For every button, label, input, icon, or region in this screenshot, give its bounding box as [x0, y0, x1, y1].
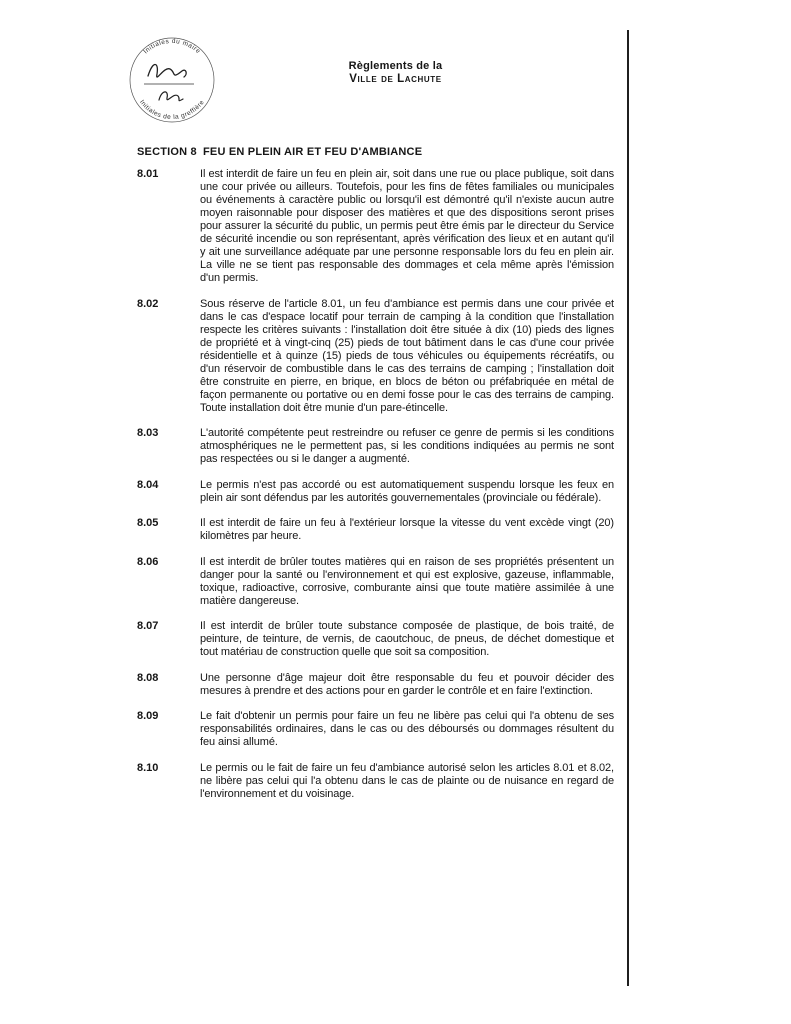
article-text: Il est interdit de faire un feu en plein air, soit dans une rue ou place publique, soit dans une cour privée ou ailleurs. Toutefois, pour les fins de fêtes familiales ou municipales ou événements à caractère public ou lorsqu'il est démontré qu'il n'existe aucun autre moyen raisonnable pour disposer des matières et que des dispositions seront prises pour assurer la sécurité du public, un permis peut être émis par le directeur du Service de sécurité incendie ou son représentant, après vérification des lieux et en autant qu'il y ait une surveillance adéquate par une personne responsable lors du feu en plein air. La ville ne se tient pas responsable des dommages et cela même après l'émission d'un permis.	[200, 168, 614, 284]
article-row	[137, 710, 614, 749]
article-row	[137, 517, 614, 543]
article-number: 8.08	[137, 671, 159, 684]
article-text: Sous réserve de l'article 8.01, un feu d'ambiance est permis dans une cour privée et dans le cas d'espace locatif pour terrain de camping à la condition que l'installation respecte les critères suivants : l'installation doit être située à dix (10) pieds des lignes de propriété et à vingt-cinq (25) pieds de tout bâtiment dans le cas d'une cour privée résidentielle et à quinze (15) pieds de tous véhicules ou équipements récréatifs, ou d'un réservoir de combustible dans le cas des terrains de camping ; l'installation doit être construite en pierre, en brique, en blocs de béton ou préfabriquée en métal de façon permanente ou portative ou en demi fosse pour le cas des terrains de camping. Toute installation doit être munie d'un pare-étincelle.	[200, 297, 614, 414]
signature-clerk-initials	[159, 92, 183, 101]
article-text: Il est interdit de brûler toutes matières qui en raison de ses propriétés présentent un danger pour la santé ou l'environnement et qui est explosive, gazeuse, inflammable, toxique, radioactive, corrosive, comburante ainsi que toute matière assimilée à une matière dangereuse.	[200, 555, 614, 607]
article-row	[137, 298, 614, 415]
article-text: Il est interdit de brûler toute substance composée de plastique, de bois traité, de peinture, de teinture, de vernis, de caoutchouc, de pneus, de déchet domestique et tout matériau de construction quelle que soit sa composition.	[200, 620, 614, 658]
scan-border-line	[627, 30, 629, 986]
article-number: 8.07	[137, 620, 159, 632]
article-number: 8.04	[137, 478, 159, 491]
article-number: 8.09	[137, 710, 159, 722]
section-title: FEU EN PLEIN AIR ET FEU D'AMBIANCE	[203, 146, 423, 158]
section-number: SECTION 8	[137, 146, 197, 158]
stamp-bottom-arc-text: Initiales de la greffière	[138, 98, 207, 122]
article-number: 8.03	[137, 427, 159, 439]
article-row	[137, 620, 614, 659]
article-number: 8.06	[137, 555, 159, 568]
article-row	[137, 672, 614, 698]
article-text: Le fait d'obtenir un permis pour faire un feu ne libère pas celui qui l'a obtenu de ses responsabilités ordinaires, dans le cas ou des déboursés ou dommages résultent du feu ainsi allumé.	[200, 710, 614, 748]
article-number: 8.01	[137, 168, 159, 180]
article-text: Il est interdit de faire un feu à l'extérieur lorsque la vitesse du vent excède vingt (20) kilomètres par heure.	[200, 517, 614, 542]
article-row	[137, 762, 614, 801]
article-text: L'autorité compétente peut restreindre ou refuser ce genre de permis si les conditions atmosphériques ne le permettent pas, si les conditions indiquées au permis ne sont pas respectées ou si le danger a augmenté.	[200, 427, 614, 465]
header-title-line2: Ville de Lachute	[349, 73, 442, 85]
article-row	[137, 479, 614, 505]
article-number: 8.10	[137, 761, 159, 774]
stamp-top-arc-text: Initiales du maire	[142, 37, 202, 56]
article-number: 8.05	[137, 517, 159, 529]
article-row	[137, 556, 614, 608]
article-text: Une personne d'âge majeur doit être responsable du feu et pouvoir décider des mesures à prendre et des actions pour en garder le contrôle et en faire l'extinction.	[200, 671, 614, 697]
article-row	[137, 168, 614, 285]
article-text: Le permis n'est pas accordé ou est automatiquement suspendu lorsque les feux en plein air sont défendus par les autorités gouvernementales (provinciale ou fédérale).	[200, 478, 614, 504]
articles-list	[137, 168, 614, 801]
document-body	[137, 146, 614, 813]
article-text: Le permis ou le fait de faire un feu d'ambiance autorisé selon les articles 8.01 et 8.02, ne libère pas celui qui l'a obtenu dans le cas de plainte ou de nuisance en regard de l'environnement et du voisinage.	[200, 761, 614, 800]
article-number: 8.02	[137, 297, 159, 310]
document-header	[0, 60, 791, 86]
header-title-line1: Règlements de la	[348, 60, 443, 72]
section-heading	[137, 146, 614, 159]
article-row	[137, 427, 614, 466]
